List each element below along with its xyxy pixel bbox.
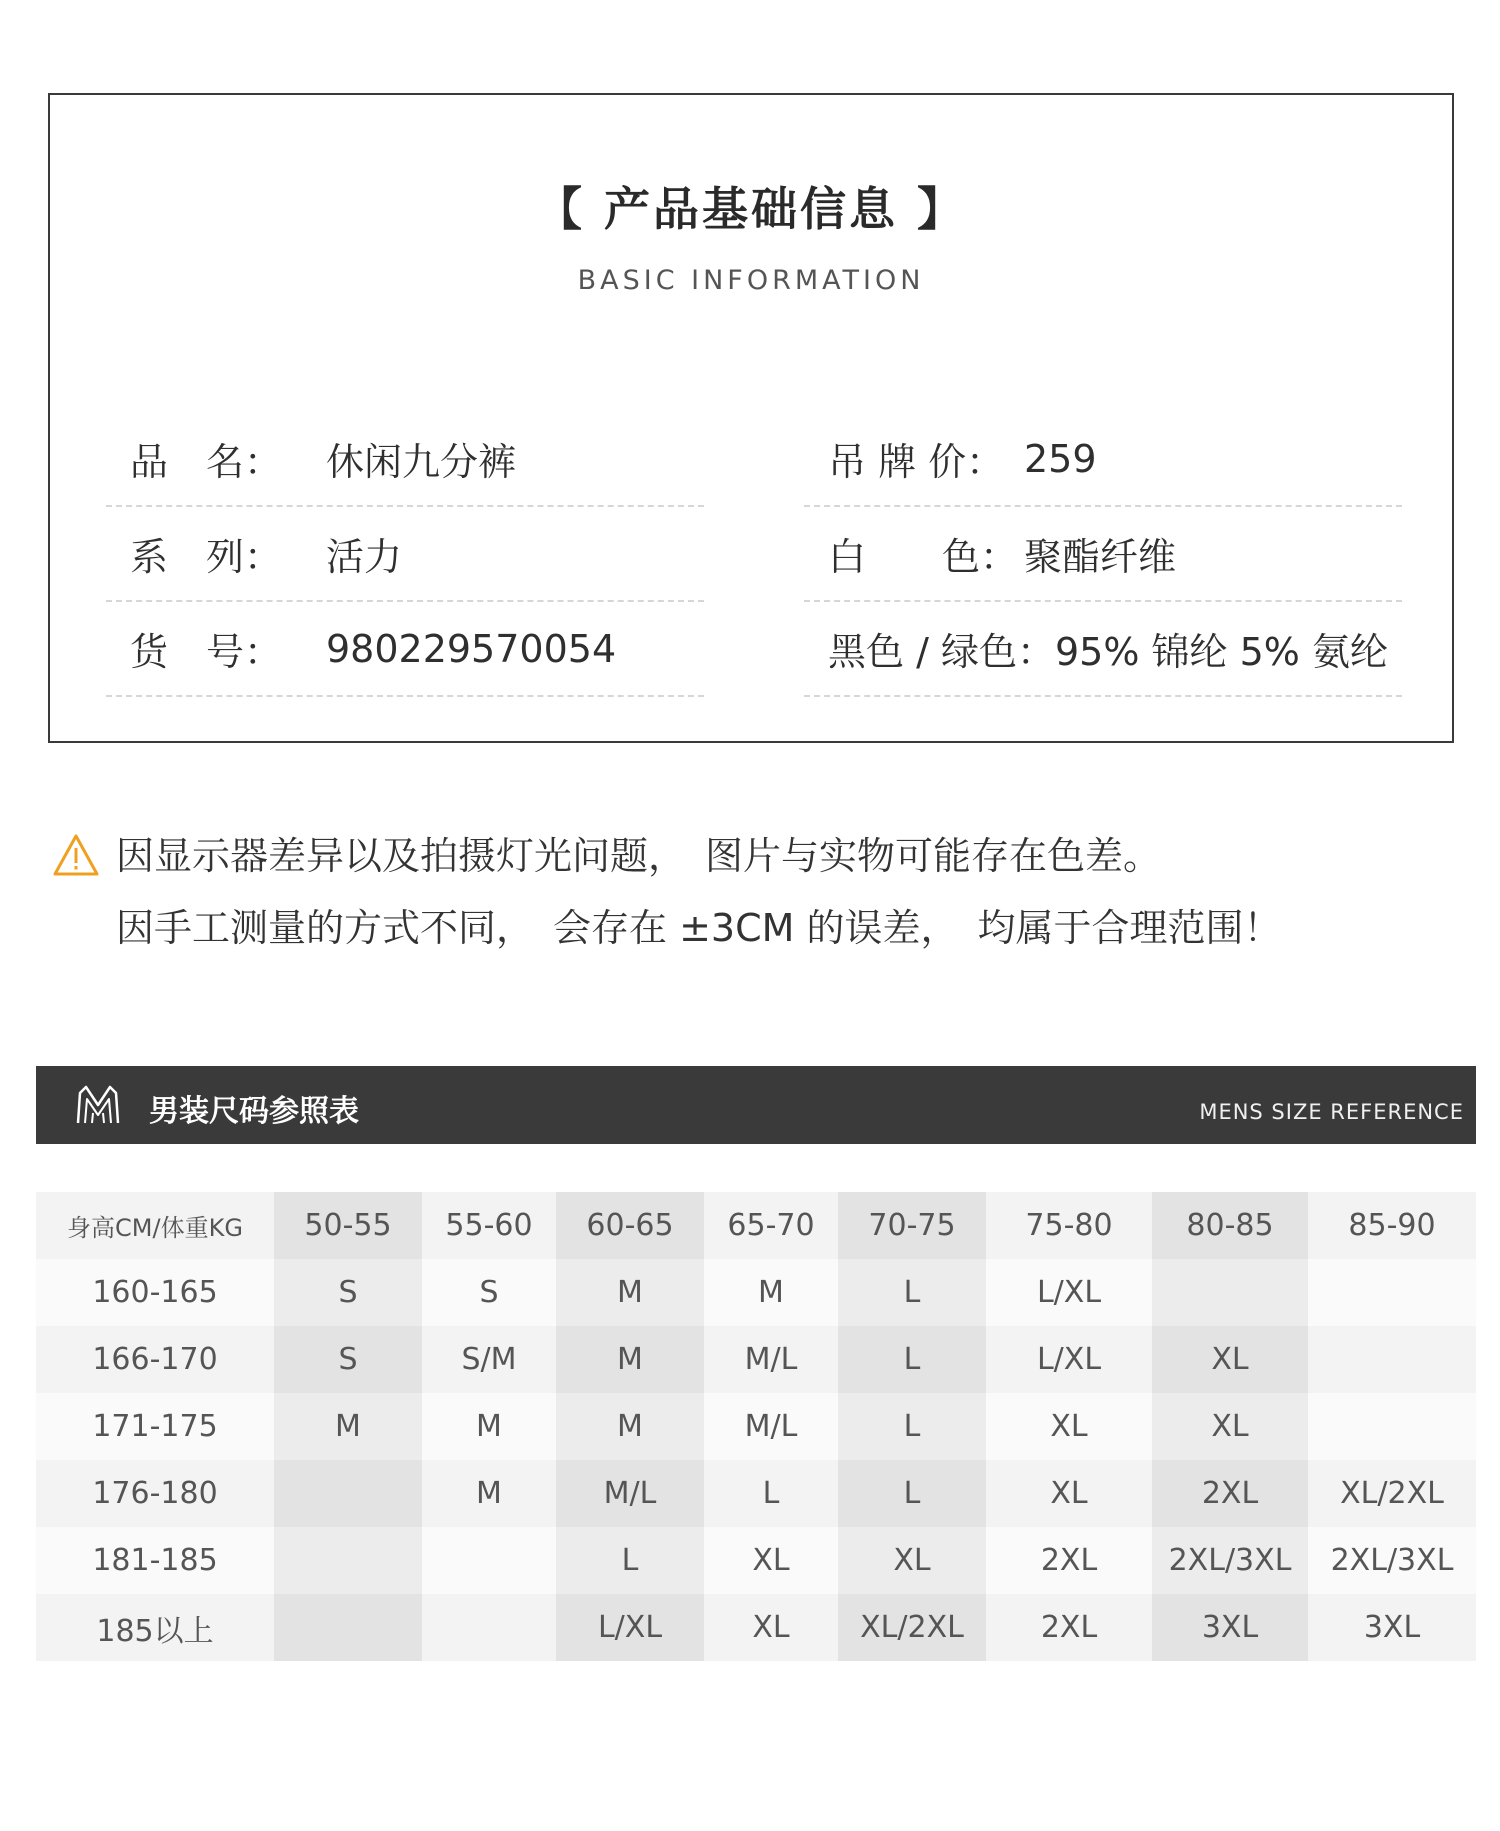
size-cell: 2XL/3XL <box>1308 1527 1476 1594</box>
weight-header-cell: 55-60 <box>422 1192 556 1259</box>
size-cell: L <box>838 1259 986 1326</box>
size-cell <box>1308 1326 1476 1393</box>
size-cell: 3XL <box>1308 1594 1476 1661</box>
size-cell: L <box>838 1393 986 1460</box>
size-cell: M/L <box>704 1393 838 1460</box>
info-row-product-name <box>106 412 704 507</box>
table-row <box>36 1460 1476 1527</box>
size-cell <box>274 1527 422 1594</box>
basic-info-subtitle: BASIC INFORMATION <box>577 265 925 296</box>
size-cell <box>1308 1259 1476 1326</box>
table-header-row <box>36 1192 1476 1259</box>
height-cell: 176-180 <box>36 1460 274 1527</box>
size-cell: L/XL <box>986 1259 1152 1326</box>
info-label: 黑色 / 绿色： <box>828 630 1055 674</box>
size-cell: L <box>838 1326 986 1393</box>
size-cell: XL <box>986 1393 1152 1460</box>
info-value: 259 <box>1024 436 1097 481</box>
height-cell: 166-170 <box>36 1326 274 1393</box>
info-value: 聚酯纤维 <box>1024 535 1177 579</box>
size-cell <box>422 1594 556 1661</box>
info-label: 白 色： <box>828 535 1019 579</box>
color-measurement-notice <box>52 820 1452 964</box>
size-cell: L <box>556 1527 704 1594</box>
size-cell: 2XL <box>1152 1460 1308 1527</box>
size-chart-subtitle: MENS SIZE REFERENCE <box>1199 1100 1464 1124</box>
weight-header-cell: 65-70 <box>704 1192 838 1259</box>
height-cell: 160-165 <box>36 1259 274 1326</box>
table-row <box>36 1527 1476 1594</box>
size-cell: M/L <box>556 1460 704 1527</box>
size-cell: M <box>556 1393 704 1460</box>
table-row <box>36 1259 1476 1326</box>
size-cell: M <box>422 1460 556 1527</box>
size-cell: M <box>422 1393 556 1460</box>
weight-header-cell: 70-75 <box>838 1192 986 1259</box>
m-logo-icon <box>72 1079 124 1131</box>
basic-info-title: 【 产品基础信息 】 <box>535 182 967 236</box>
info-row-item-number <box>106 602 704 697</box>
size-cell <box>1152 1259 1308 1326</box>
size-cell: XL <box>704 1527 838 1594</box>
size-cell: XL <box>838 1527 986 1594</box>
size-cell: XL/2XL <box>1308 1460 1476 1527</box>
info-value: 活力 <box>326 535 403 579</box>
size-cell: 3XL <box>1152 1594 1308 1661</box>
size-reference-table <box>36 1192 1476 1661</box>
table-row <box>36 1326 1476 1393</box>
size-cell: 2XL/3XL <box>1152 1527 1308 1594</box>
info-label: 货 号： <box>130 630 283 674</box>
info-row-series <box>106 507 704 602</box>
size-cell: 2XL <box>986 1594 1152 1661</box>
notice-line-2: 因手工测量的方式不同， 会存在 ±3CM 的误差， 均属于合理范围！ <box>116 906 1282 950</box>
size-cell <box>274 1594 422 1661</box>
size-cell: M <box>704 1259 838 1326</box>
weight-header-cell: 80-85 <box>1152 1192 1308 1259</box>
size-cell: XL/2XL <box>838 1594 986 1661</box>
info-value: 95% 锦纶 5% 氨纶 <box>1054 630 1388 674</box>
size-cell <box>422 1527 556 1594</box>
weight-header-cell: 85-90 <box>1308 1192 1476 1259</box>
table-row <box>36 1393 1476 1460</box>
size-cell: L <box>838 1460 986 1527</box>
info-column-left <box>106 412 704 697</box>
weight-header-cell: 75-80 <box>986 1192 1152 1259</box>
size-cell: XL <box>986 1460 1152 1527</box>
notice-text-1: 因显示器差异以及拍摄灯光问题， 图片与实物可能存在色差。 <box>116 834 1162 878</box>
info-value: 980229570054 <box>326 626 617 671</box>
size-cell: XL <box>1152 1326 1308 1393</box>
size-chart-header <box>36 1066 1476 1144</box>
size-cell: M <box>274 1393 422 1460</box>
table-row <box>36 1594 1476 1661</box>
size-cell: 2XL <box>986 1527 1152 1594</box>
height-cell: 171-175 <box>36 1393 274 1460</box>
info-row-black-green <box>804 602 1402 697</box>
height-cell: 185以上 <box>36 1594 274 1661</box>
weight-header-cell: 60-65 <box>556 1192 704 1259</box>
size-cell: XL <box>1152 1393 1308 1460</box>
size-cell <box>274 1460 422 1527</box>
height-cell: 181-185 <box>36 1527 274 1594</box>
info-label: 系 列： <box>130 535 283 579</box>
size-chart-title: 男装尺码参照表 <box>149 1094 359 1129</box>
size-cell: M <box>556 1259 704 1326</box>
weight-header-cell: 50-55 <box>274 1192 422 1259</box>
info-row-tag-price <box>804 412 1402 507</box>
info-value: 休闲九分裤 <box>326 440 517 484</box>
info-column-right <box>804 412 1402 697</box>
notice-line-1 <box>52 820 1452 892</box>
size-cell: M <box>556 1326 704 1393</box>
corner-header-cell: 身高CM/体重KG <box>36 1192 274 1259</box>
size-cell: S/M <box>422 1326 556 1393</box>
size-cell: L/XL <box>986 1326 1152 1393</box>
info-label: 吊 牌 价： <box>828 440 1005 484</box>
size-cell: S <box>274 1326 422 1393</box>
info-label: 品 名： <box>130 440 283 484</box>
size-cell: XL <box>704 1594 838 1661</box>
size-cell: S <box>422 1259 556 1326</box>
info-row-white <box>804 507 1402 602</box>
size-cell: L/XL <box>556 1594 704 1661</box>
basic-info-panel <box>48 93 1454 743</box>
warning-triangle-icon <box>52 833 100 877</box>
size-cell: L <box>704 1460 838 1527</box>
size-cell: S <box>274 1259 422 1326</box>
size-cell <box>1308 1393 1476 1460</box>
size-cell: M/L <box>704 1326 838 1393</box>
